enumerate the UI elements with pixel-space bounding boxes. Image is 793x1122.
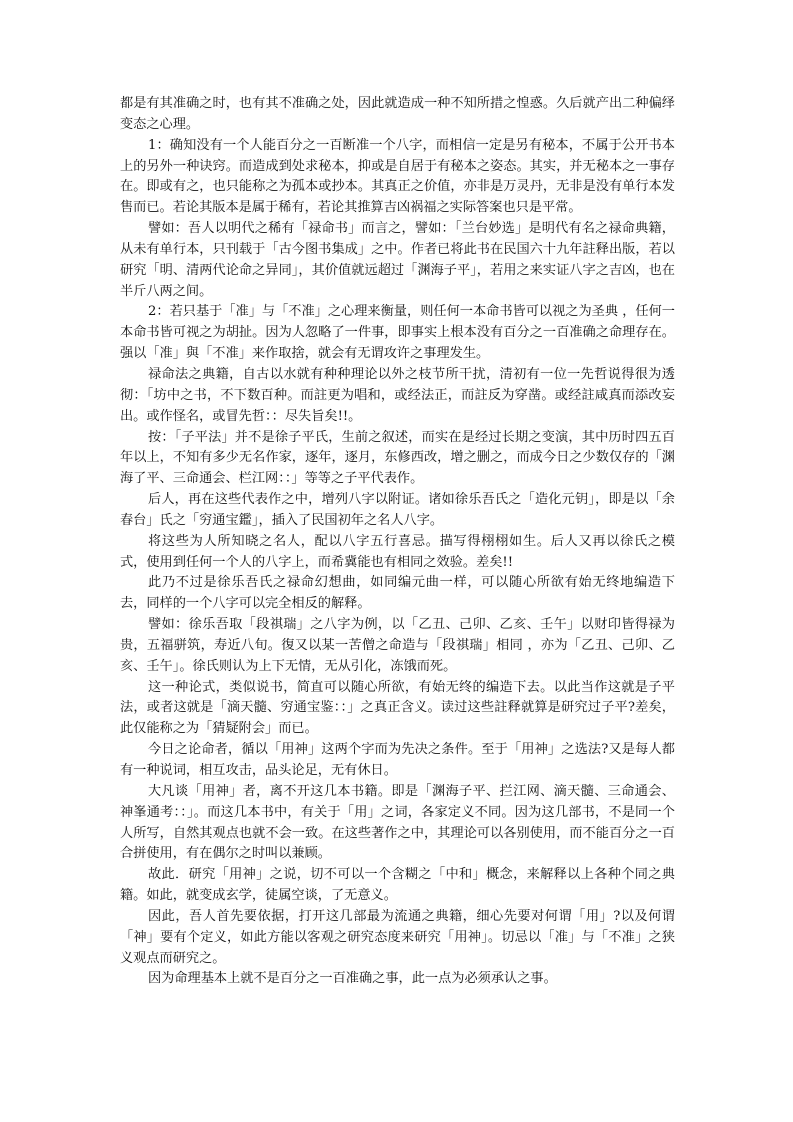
- paragraph: 1：确知没有一个人能百分之一百断准一个八字，而相信一定是另有秘本，不属于公开书本上的另外一种诀窍。而造成到处求秘本，抑或是自居于有秘本之姿态。其实，并无秘本之一事存在。即或有之，也只能称之为孤本或抄本。其真正之价值，亦非是万灵丹，无非是没有单行本发售而已。若论其版本是属于稀有，若论其推算吉凶祸福之实际答案也只是平常。: [120, 137, 675, 216]
- paragraph: 今日之论命者，循以「用神」这两个字而为先决之条件。至于「用神」之选法?又是每人都有一种说词，相互攻击，品头论足，无有休日。: [120, 742, 675, 778]
- paragraph: 因此，吾人首先要依据，打开这几部最为流通之典籍，细心先要对何谓「用」?以及何谓「神」要有个定义，如此方能以客观之研究态度来研究「用神」。切忌以「准」与「不准」之狭义观点而研究之。: [120, 908, 675, 966]
- paragraph: 譬如：吾人以明代之稀有「禄命书」而言之，譬如：「兰台妙选」是明代有名之禄命典籍，从未有单行本，只刊载于「古今图书集成」之中。作者已将此书在民国六十九年註释出版，若以研究「明、清两代论命之异同」，其价值就远超过「渊海子平」，若用之来实证八字之吉凶，也在半斤八两之间。: [120, 221, 675, 299]
- paragraph: 譬如：徐乐吾取「段祺瑞」之八字为例，以「乙丑、己卯、乙亥、壬午」以财印皆得禄为贵，五福骈筑，寿近八旬。復又以某一苦僧之命造与「段祺瑞」相同 ，亦为「乙丑、己卯、乙亥、壬午」。徐氏则认为上下无情，无从引化，冻饿而死。: [120, 617, 675, 674]
- paragraph: 这一种论式，类似说书，简直可以随心所欲，有始无终的编造下去。以此当作这就是子平法，或者这就是「滴天髓、穷通宝鉴：：」之真正含义。读过这些註释就算是研究过子平?差矣，此仅能称之为「猜疑附会」而已。: [120, 679, 675, 737]
- paragraph: 将这些为人所知晓之名人，配以八字五行喜忌。描写得栩栩如生。后人又再以徐氏之模式，使用到任何一个人的八字上，而希冀能也有相同之效验。差矣!!: [120, 533, 675, 570]
- paragraph: 2：若只基于「准」与「不准」之心理来衡量，则任何一本命书皆可以视之为圣典 ，任何一本命书皆可视之为胡扯。因为人忽略了一件事，即事实上根本没有百分之一百准确之命理存在。强以「准」與「不准」来作取捨，就会有无谓攻许之事理发生。: [120, 304, 675, 362]
- paragraph: 都是有其准确之时，也有其不准确之处，因此就造成一种不知所措之惶惑。久后就产出二种偏绎变态之心理。: [120, 96, 675, 132]
- paragraph: 故此．研究「用神」之说，切不可以一个含糊之「中和」概念，来解释以上各种个同之典籍。如此，就变成玄学，徒属空谈，了无意义。: [120, 867, 675, 904]
- paragraph: 按：「子平法」并不是徐子平氏，生前之叙述，而实在是经过长期之变演，其中历时四五百年以上，不知有多少无名作家，逐年，逐月，东修西改，增之删之，而成今日之少数仅存的「渊海了平、三命通会、栏江网：：」等等之子平代表作。: [120, 429, 675, 487]
- paragraph: 禄命法之典籍，自古以水就有种种理论以外之枝节所干扰，清初有一位一先哲说得很为透彻：「坊中之书，不下数百种。而註更为唱和，或经法正，而註反为穿凿。或经註咸真而添改妄出。或作怪名，或冒先哲：：尽失旨矣!!。: [120, 366, 675, 424]
- paragraph: 此乃不过是徐乐吾氏之禄命幻想曲，如同编元曲一样，可以随心所欲有始无终地编造下去，同样的一个八字可以完全相反的解释。: [120, 575, 675, 612]
- paragraph: 后人，再在这些代表作之中，增列八字以附证。诸如徐乐吾氏之「造化元钥」，即是以「余春台」氏之「穷通宝鑑」，插入了民国初年之名人八字。: [120, 492, 675, 528]
- paragraph: 因为命理基本上就不是百分之一百准确之事，此一点为必须承认之事。: [148, 971, 557, 987]
- paragraph: 大凡谈「用神」者，离不开这几本书籍。即是「渊海子平、拦江网、滴天髓、三命通会、神峯通考：：」。而这几本书中，有关于「用」之词，各家定义不同。因为这几部书，不是同一个人所写，自然其观点也就不会一致。在这些著作之中，其理论可以各别使用，而不能百分之一百合拼使用，有在偶尔之时叫以兼顾。: [120, 783, 675, 862]
- document-body: [120, 94, 675, 990]
